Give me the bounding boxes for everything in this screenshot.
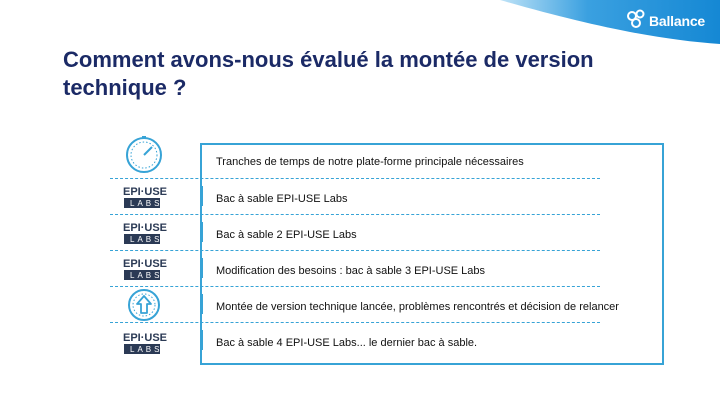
ballance-logo-icon [626,8,648,30]
row-accent-bar [201,330,203,350]
svg-text:EPI·USE: EPI·USE [123,258,168,270]
svg-text:LABS: LABS [130,271,163,280]
svg-text:EPI·USE: EPI·USE [123,332,168,344]
row-text: Tranches de temps de notre plate-forme principale nécessaires [216,156,524,168]
row-accent-bar [201,294,203,314]
epi-use-labs-logo [122,184,168,210]
ballance-logo [626,8,705,30]
row-accent-bar [201,222,203,242]
ballance-logo-text: Ballance [649,13,705,29]
svg-text:EPI·USE: EPI·USE [123,222,168,234]
svg-text:LABS: LABS [130,199,163,208]
upgrade-arrow-icon [124,288,164,322]
row-text: Bac à sable 2 EPI-USE Labs [216,229,357,241]
row-text: Bac à sable EPI-USE Labs [216,193,348,205]
svg-text:LABS: LABS [130,345,163,354]
svg-text:EPI·USE: EPI·USE [123,186,168,198]
epi-use-labs-logo [122,256,168,282]
row-divider [110,178,600,179]
row-accent-bar [201,258,203,278]
row-text: Bac à sable 4 EPI-USE Labs... le dernier bac à sable. [216,337,478,349]
content-panel [200,143,664,365]
row-divider [110,286,600,287]
row-divider [110,250,600,251]
row-divider [110,322,600,323]
row-accent-bar [201,186,203,206]
epi-use-labs-logo [122,330,168,356]
row-text: Modification des besoins : bac à sable 3 EPI-USE Labs [216,265,486,277]
row-text: Montée de version technique lancée, problèmes rencontrés et décision de relancer [216,301,619,313]
epi-use-labs-logo [122,220,168,246]
svg-text:LABS: LABS [130,235,163,244]
stopwatch-icon [124,135,164,175]
row-divider [110,214,600,215]
slide-title: Comment avons-nous évalué la montée de version technique ? [63,47,594,100]
